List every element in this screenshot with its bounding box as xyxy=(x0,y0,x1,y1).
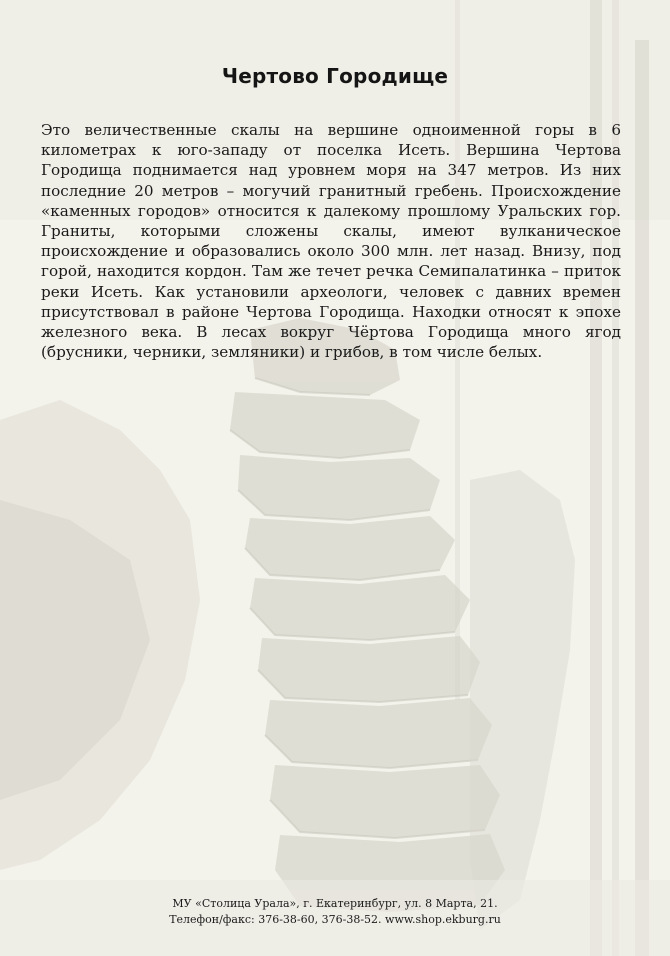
page-title: Чертово Городище xyxy=(221,64,449,88)
body-paragraph: Это величественные скалы на вершине одноименной горы в 6 километрах к юго-западу от поселка Исеть. Вершина Чертова Городища поднимается над уровнем моря на 347 метров. Из них последние 20 метров – могучий гранитный гребень. Происхождение «каменных городов» относится к далекому прошлому Уральских гор. Граниты, которыми сложены скалы, имеют вулканическое происхождение и образовались около 300 млн. лет назад. Внизу, под горой, находится кордон. Там же течет речка Семипалатинка – приток реки Исеть. Как установили археологи, человек с давних времен присутствовал в районе Чертова Городища. Находки относят к эпохе железного века. В лесах вокруг Чёртова Городища много ягод (брусники, черники, земляники) и грибов, в том числе белых. xyxy=(41,121,621,362)
footer-address: МУ «Столица Урала», г. Екатеринбург, ул. 8 Марта, 21. xyxy=(172,897,498,910)
footer xyxy=(0,896,670,928)
footer-contacts: Телефон/факс: 376-38-60, 376-38-52. www.shop.ekburg.ru xyxy=(169,913,501,926)
